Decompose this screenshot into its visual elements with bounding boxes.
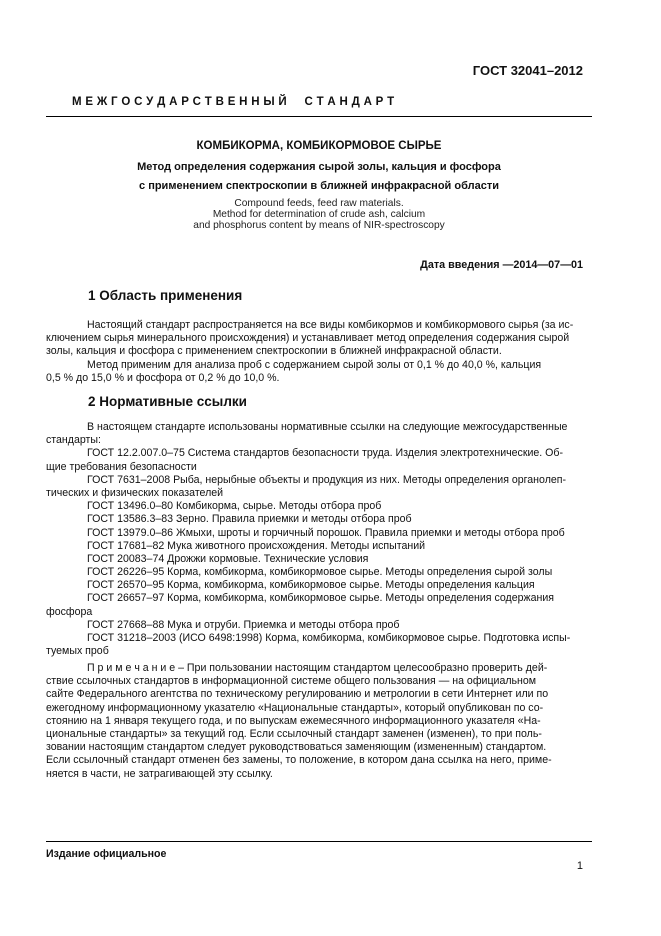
english-title-line-2: Method for determination of crude ash, calcium xyxy=(212,209,426,220)
document-number: ГОСТ 32041–2012 xyxy=(472,63,583,78)
reference-line: ГОСТ 26226–95 Корма, комбикорма, комбикормовое сырье. Методы определения сырой золы xyxy=(87,566,553,579)
section-2-references xyxy=(46,421,583,658)
reference-line: ГОСТ 31218–2003 (ИСО 6498:1998) Корма, комбикорма, комбикормовое сырье. Подготовка испы- xyxy=(87,632,571,644)
reference-line: ГОСТ 20083–74 Дрожжи кормовые. Технические условия xyxy=(87,552,369,565)
english-title-line-1: Compound feeds, feed raw materials. xyxy=(234,198,404,209)
section-2-heading: 2 Нормативные ссылки xyxy=(88,394,247,409)
note-line: Если ссылочный стандарт отменен без замены, то положение, в котором дана ссылка на него, приме- xyxy=(46,754,552,767)
footer-divider xyxy=(46,841,592,842)
reference-line: тических и физических показателей xyxy=(46,486,224,499)
paragraph-line: золы, кальция и фосфора с применением спектроскопии в ближней инфракрасной области. xyxy=(46,345,502,358)
note-line: сайте Федерального агентства по техническому регулированию и метрологии в сети Интернет или по xyxy=(46,688,549,701)
note-line: циональные стандарты» за текущий год. Если ссылочный стандарт заменен (изменен), то при поль- xyxy=(46,727,542,740)
paragraph-line: 0,5 % до 15,0 % и фосфора от 0,2 % до 10,0 %. xyxy=(46,371,280,384)
reference-line: ГОСТ 7631–2008 Рыба, нерыбные объекты и продукция из них. Методы определения органолеп- xyxy=(87,473,567,486)
standard-subtitle-line-1: Метод определения содержания сырой золы, кальция и фосфора xyxy=(137,161,501,173)
interstate-standard-label: М Е Ж Г О С У Д А Р С Т В Е Н Н Ы Й С Т А Н Д А Р Т xyxy=(72,96,395,108)
reference-line: ГОСТ 13586.3–83 Зерно. Правила приемки и методы отбора проб xyxy=(87,513,412,526)
english-title-line-3: and phosphorus content by means of NIR-spectroscopy xyxy=(193,220,445,231)
note-line: стоянию на 1 января текущего года, и по выпускам ежемесячного информационного указателя «На- xyxy=(46,714,541,727)
paragraph-line: ключением сырья минерального происхождения) и устанавливает метод определения содержания сырой xyxy=(46,332,570,345)
note-line: няется в части, не затрагивающей эту ссылку. xyxy=(46,767,273,780)
reference-line: фосфора xyxy=(46,605,93,618)
section-2-note xyxy=(46,662,583,781)
reference-line: ГОСТ 12.2.007.0–75 Система стандартов безопасности труда. Изделия электротехнические. Об- xyxy=(87,447,564,460)
paragraph-line: Метод применим для анализа проб с содержанием сырой золы от 0,1 % до 40,0 %, кальция xyxy=(87,358,542,371)
reference-line: туемых проб xyxy=(46,645,109,658)
official-edition-label: Издание официальное xyxy=(46,848,167,860)
reference-line: ГОСТ 27668–88 Мука и отруби. Приемка и методы отбора проб xyxy=(87,618,400,631)
standard-subtitle-line-2: с применением спектроскопии в ближней инфракрасной области xyxy=(139,180,499,192)
reference-line: ГОСТ 26570–95 Корма, комбикорма, комбикормовое сырье. Методы определения кальция xyxy=(87,579,535,592)
note-line: ежегодному информационному указателю «Национальные стандарты», который опубликован по со- xyxy=(46,701,544,714)
reference-line: ГОСТ 13979.0–86 Жмыхи, шроты и горчичный порошок. Правила приемки и методы отбора проб xyxy=(87,526,565,539)
reference-line: ГОСТ 26657–97 Корма, комбикорма, комбикормовое сырье. Методы определения содержания xyxy=(87,592,554,605)
paragraph-line: стандарты: xyxy=(46,434,101,447)
note-line: П р и м е ч а н и е – При пользовании настоящим стандартом целесообразно проверить дей- xyxy=(87,662,548,674)
reference-line: щие требования безопасности xyxy=(46,460,197,473)
page-number: 1 xyxy=(576,860,583,872)
note-line: ствие ссылочных стандартов в информационной системе общего пользования — на официальном xyxy=(46,675,537,688)
reference-line: ГОСТ 17681–82 Мука животного происхождения. Методы испытаний xyxy=(87,539,426,552)
paragraph-line: В настоящем стандарте использованы нормативные ссылки на следующие межгосударственные xyxy=(87,421,568,433)
introduction-date: Дата введения —2014—07—01 xyxy=(420,259,583,271)
reference-line: ГОСТ 13496.0–80 Комбикорма, сырье. Методы отбора проб xyxy=(87,500,382,513)
standard-title: КОМБИКОРМА, КОМБИКОРМОВОЕ СЫРЬЕ xyxy=(196,140,442,152)
paragraph-line: Настоящий стандарт распространяется на все виды комбикормов и комбикормового сырья (за ис- xyxy=(87,319,574,331)
header-divider xyxy=(46,116,592,117)
section-1-heading: 1 Область применения xyxy=(88,288,243,303)
note-line: зовании настоящим стандартом следует руководствоваться заменяющим (измененным) стандартом. xyxy=(46,741,547,754)
section-1-body xyxy=(46,319,583,385)
